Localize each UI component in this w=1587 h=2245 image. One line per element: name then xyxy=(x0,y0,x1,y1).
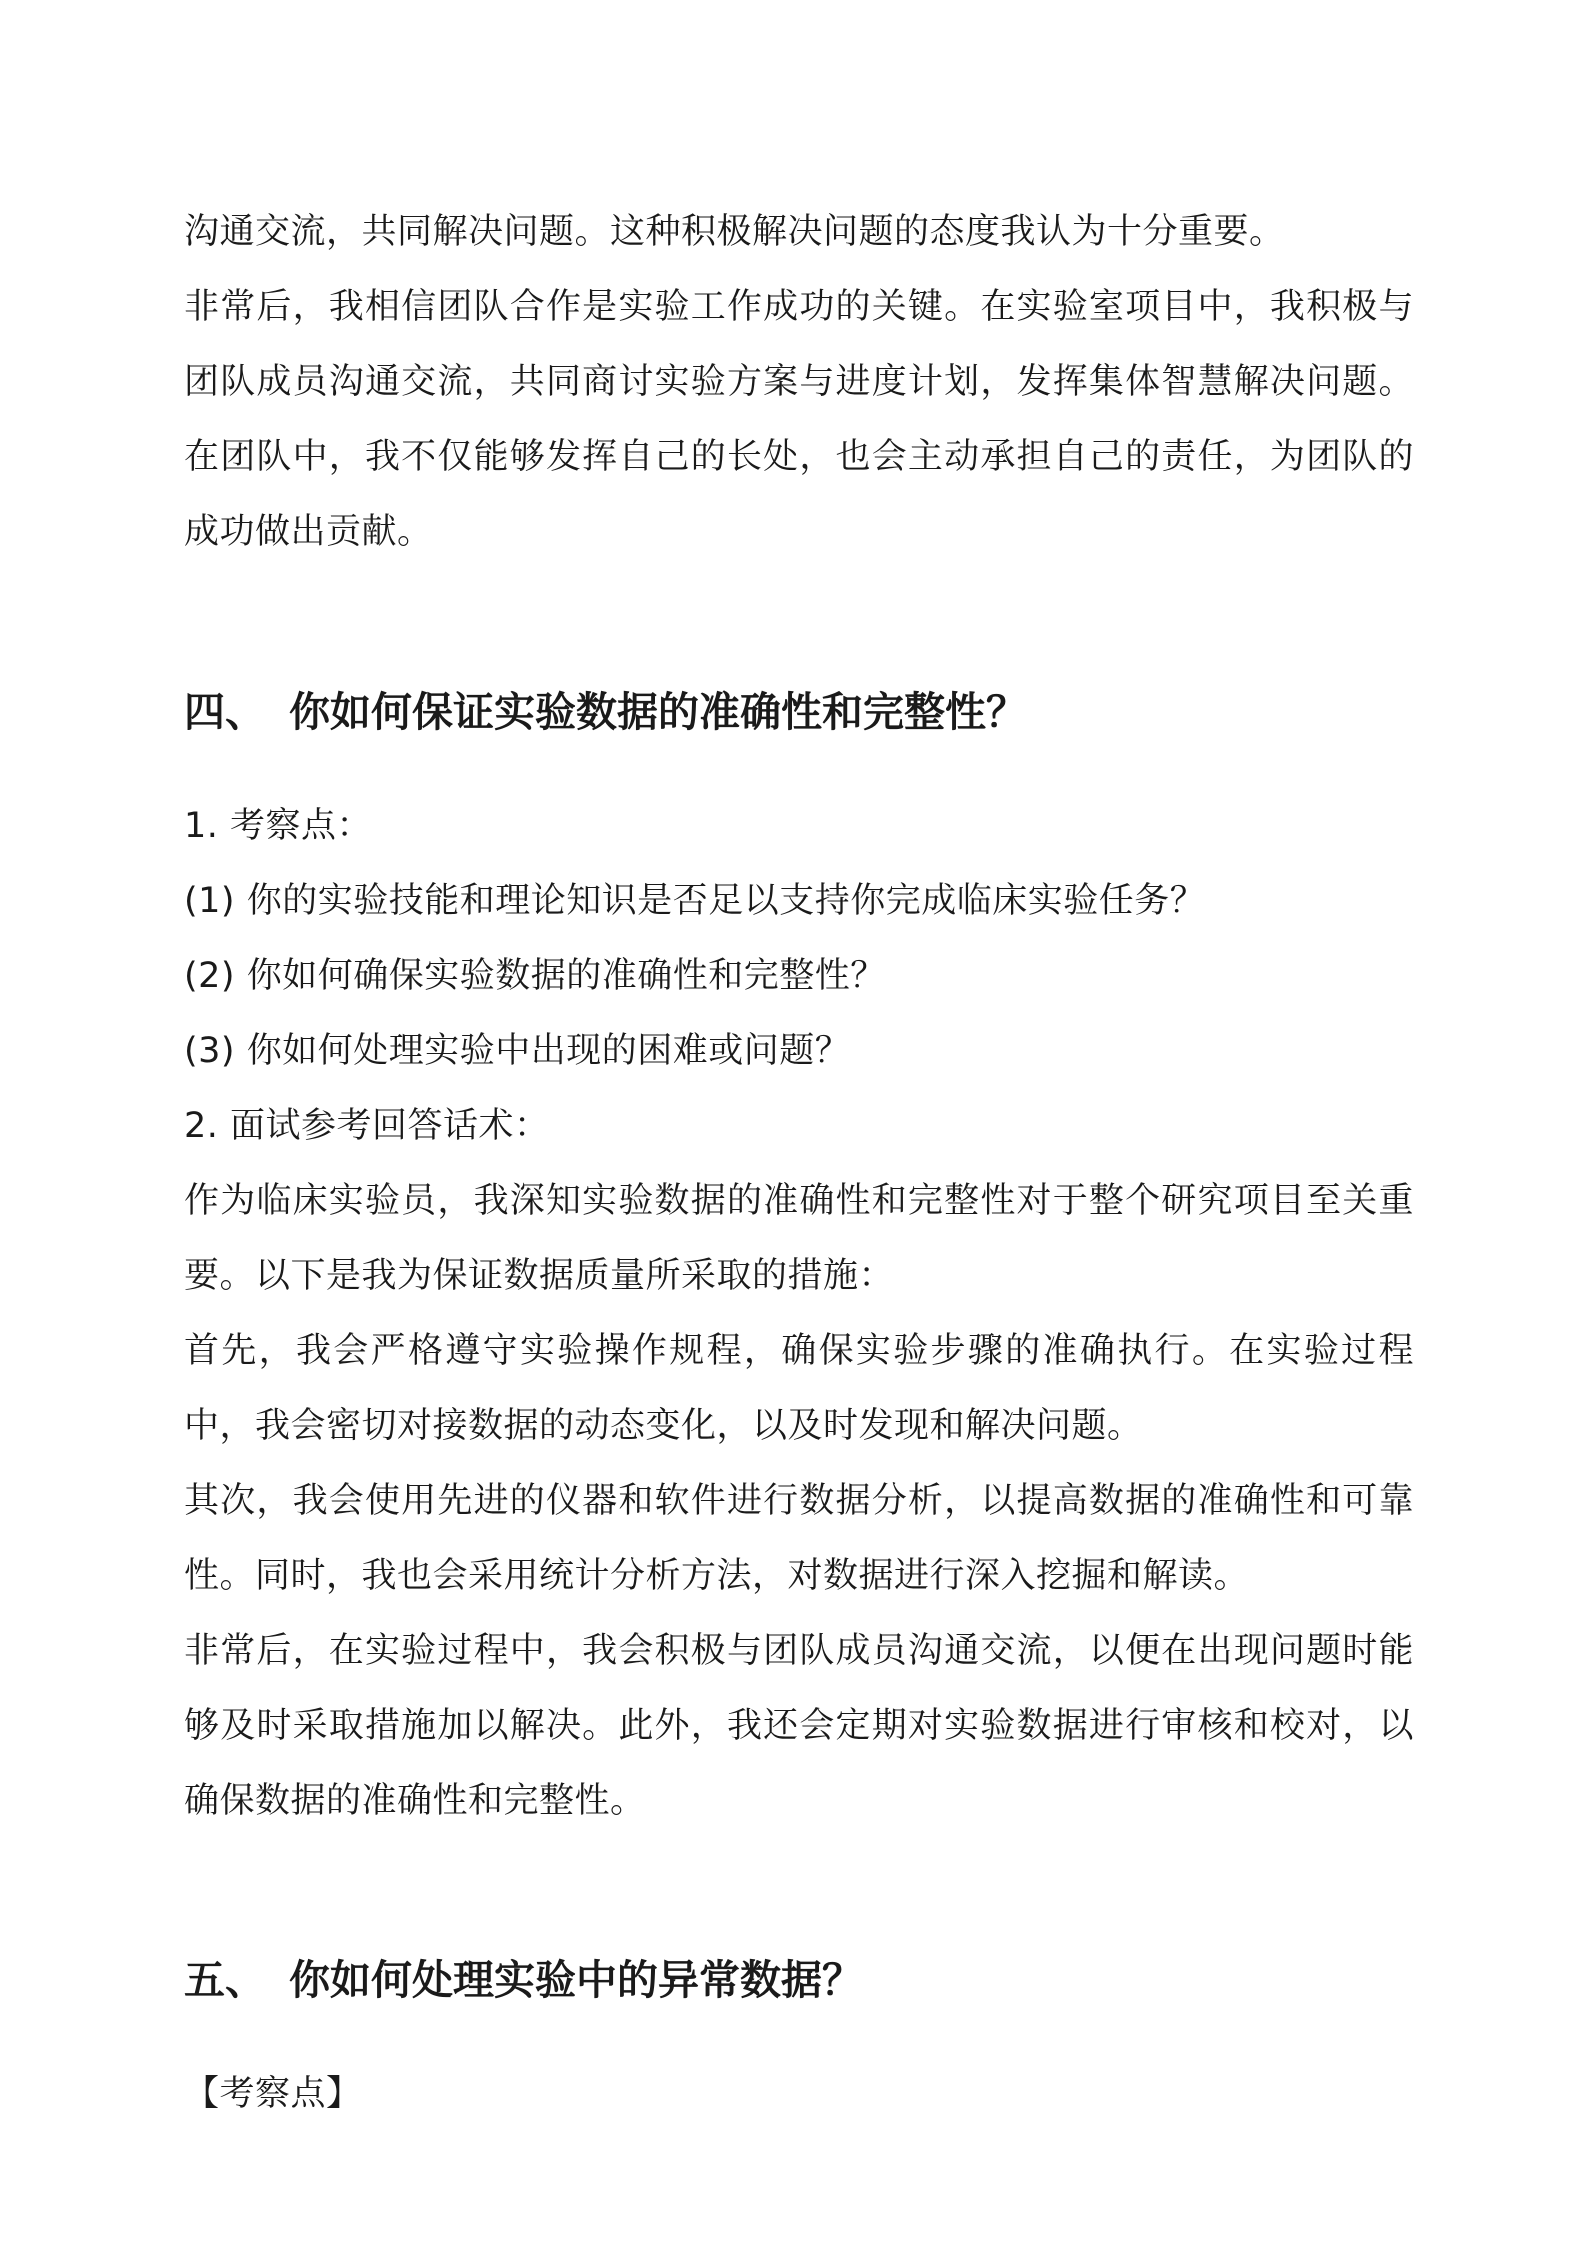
section-gap xyxy=(184,1839,1414,1950)
subheading: 1. 考察点： xyxy=(184,806,373,846)
subheading: 【考察点】 xyxy=(184,2074,362,2114)
paragraph: 首先，我会严格遵守实验操作规程，确保实验步骤的准确执行。在实验过程中，我会密切对接数据的动态变化，以及时发现和解决问题。 xyxy=(184,1331,1414,1446)
paragraph: 沟通交流，共同解决问题。这种积极解决问题的态度我认为十分重要。 xyxy=(184,212,1285,252)
section-number: 五、 xyxy=(184,1956,266,2004)
paragraph: 其次，我会使用先进的仪器和软件进行数据分析，以提高数据的准确性和可靠性。同时，我也会采用统计分析方法，对数据进行深入挖掘和解读。 xyxy=(184,1481,1414,1596)
list-item: (2) 你如何确保实验数据的准确性和完整性？ xyxy=(184,956,886,996)
list-item: (1) 你的实验技能和理论知识是否足以支持你完成临床实验任务？ xyxy=(184,881,1206,921)
paragraph: 作为临床实验员，我深知实验数据的准确性和完整性对于整个研究项目至关重要。以下是我为保证数据质量所采取的措施： xyxy=(184,1181,1414,1296)
paragraph: 非常后，我相信团队合作是实验工作成功的关键。在实验室项目中，我积极与团队成员沟通交流，共同商讨实验方案与进度计划，发挥集体智慧解决问题。在团队中，我不仅能够发挥自己的长处，也会主动承担自己的责任，为团队的成功做出贡献。 xyxy=(184,287,1414,552)
section-gap xyxy=(184,570,1414,682)
heading-gap xyxy=(184,2010,1414,2057)
heading-gap xyxy=(184,742,1414,789)
list-item: (3) 你如何处理实验中出现的困难或问题？ xyxy=(184,1031,851,1071)
section-title: 你如何保证实验数据的准确性和完整性？ xyxy=(289,688,1027,736)
section-number: 四、 xyxy=(184,688,266,736)
section-heading-4 xyxy=(184,682,1414,742)
subheading: 2. 面试参考回答话术： xyxy=(184,1106,550,1146)
paragraph: 非常后，在实验过程中，我会积极与团队成员沟通交流，以便在出现问题时能够及时采取措施加以解决。此外，我还会定期对实验数据进行审核和校对，以确保数据的准确性和完整性。 xyxy=(184,1631,1414,1821)
section-title: 你如何处理实验中的异常数据？ xyxy=(289,1956,863,2004)
section-heading-5 xyxy=(184,1950,1414,2010)
document-page xyxy=(184,195,1414,2132)
